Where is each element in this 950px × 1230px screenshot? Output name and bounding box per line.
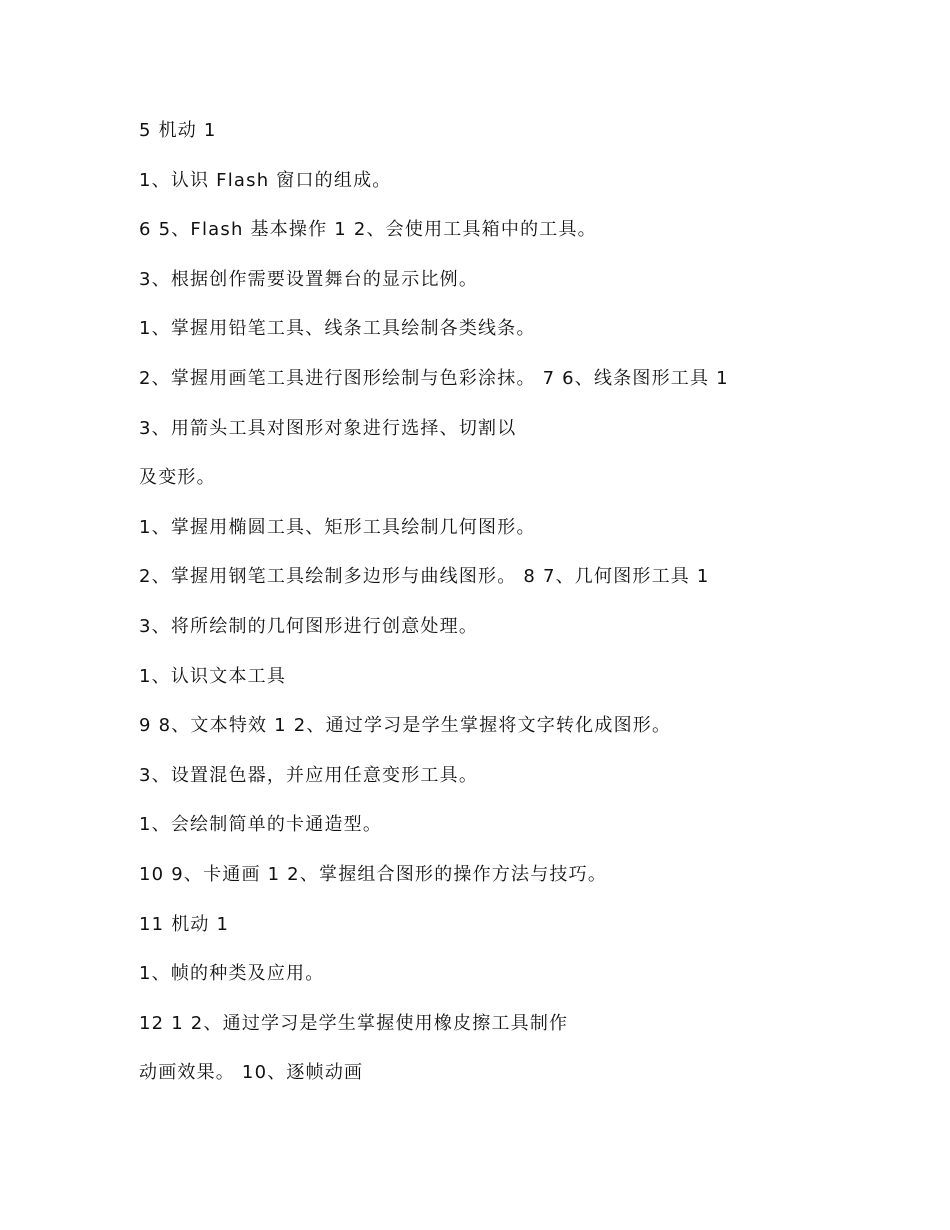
text-line: 2、掌握用钢笔工具绘制多边形与曲线图形。 8 7、几何图形工具 1 (139, 566, 710, 588)
text-line: 3、将所绘制的几何图形进行创意处理。 (139, 615, 479, 637)
text-line: 2、掌握用画笔工具进行图形绘制与色彩涂抹。 7 6、线条图形工具 1 (139, 367, 729, 389)
text-line: 1、帧的种类及应用。 (139, 963, 325, 985)
text-line: 1、认识 Flash 窗口的组成。 (139, 169, 392, 191)
document-body (139, 117, 899, 1109)
text-line: 动画效果。 10、逐帧动画 (139, 1062, 364, 1084)
text-line: 3、设置混色器，并应用任意变形工具。 (139, 764, 479, 786)
text-line: 9 8、文本特效 1 2、通过学习是学生掌握将文字转化成图形。 (139, 715, 672, 737)
text-line: 11 机动 1 (139, 913, 230, 935)
text-line: 1、掌握用铅笔工具、线条工具绘制各类线条。 (139, 318, 536, 340)
text-line: 12 1 2、通过学习是学生掌握使用橡皮擦工具制作 (139, 1012, 569, 1034)
text-line: 及变形。 (139, 467, 216, 489)
text-line: 10 9、卡通画 1 2、掌握组合图形的操作方法与技巧。 (139, 863, 608, 885)
text-line: 3、根据创作需要设置舞台的显示比例。 (139, 268, 479, 290)
text-line: 1、认识文本工具 (139, 665, 287, 687)
text-line: 1、掌握用椭圆工具、矩形工具绘制几何图形。 (139, 516, 536, 538)
text-line: 6 5、Flash 基本操作 1 2、会使用工具箱中的工具。 (139, 219, 597, 241)
text-line: 5 机动 1 (139, 120, 217, 141)
text-line: 3、用箭头工具对图形对象进行选择、切割以 (139, 417, 517, 439)
text-line: 1、会绘制简单的卡通造型。 (139, 814, 383, 836)
